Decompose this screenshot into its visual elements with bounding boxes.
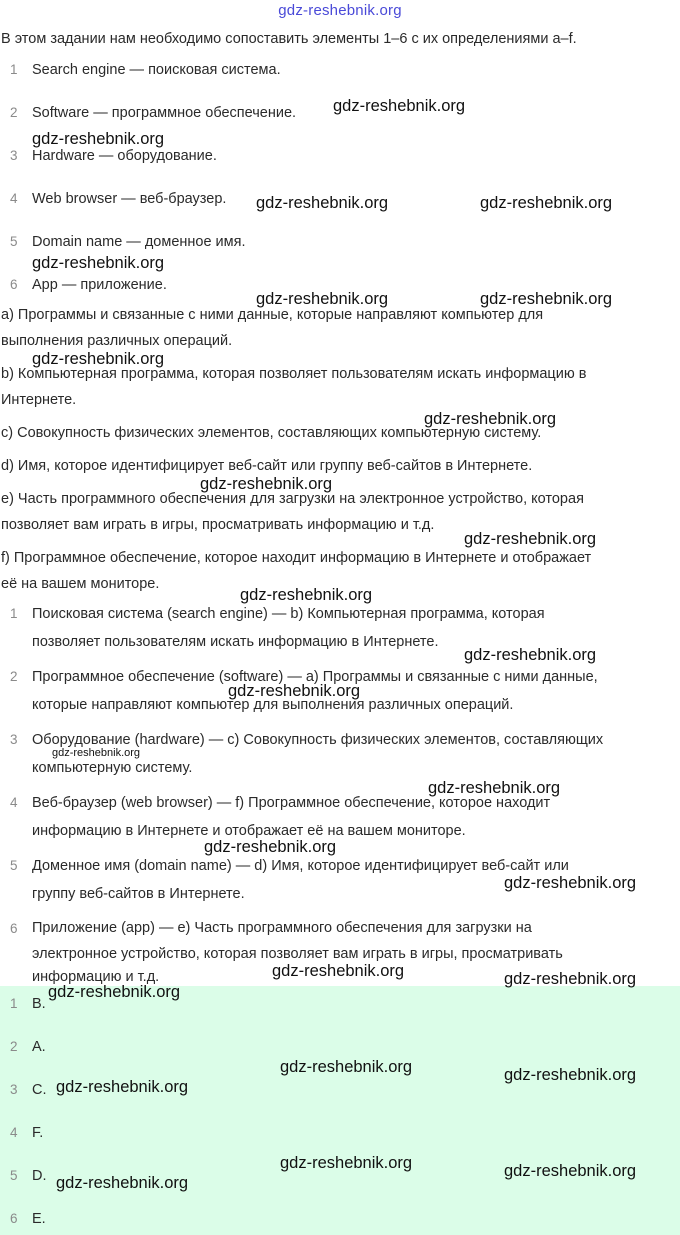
item-number: 6 <box>10 277 18 292</box>
match-line: информацию и т.д. <box>32 969 160 985</box>
definition-line: b) Компьютерная программа, которая позволяет пользователям искать информацию в <box>1 366 587 382</box>
match-line: компьютерную систему. <box>32 760 193 776</box>
item-number: 2 <box>10 1039 18 1054</box>
definition-line: c) Совокупность физических элементов, составляющих компьютерную систему. <box>1 425 542 441</box>
item-number: 3 <box>10 1082 18 1097</box>
definition-c <box>1 420 677 446</box>
match-line: которые направляют компьютер для выполнения различных операций. <box>32 697 514 713</box>
answer-letter: B. <box>32 996 46 1012</box>
item-number: 2 <box>10 669 18 684</box>
item-number: 3 <box>10 732 18 747</box>
item-number: 4 <box>10 795 18 810</box>
term-text: Search engine — поисковая система. <box>32 62 281 78</box>
match-line: электронное устройство, которая позволяет вам играть в игры, просматривать <box>32 946 563 962</box>
watermark: gdz-reshebnik.org <box>464 530 597 548</box>
match-line: позволяет пользователям искать информацию в Интернете. <box>32 634 439 650</box>
term-item <box>10 228 678 256</box>
match-item <box>10 789 678 845</box>
answer-letter: F. <box>32 1125 44 1141</box>
definition-line: выполнения различных операций. <box>1 333 233 349</box>
match-line: информацию в Интернете и отображает её на вашем мониторе. <box>32 823 466 839</box>
watermark: gdz-reshebnik.org <box>504 1162 637 1180</box>
answer-letter: E. <box>32 1211 46 1227</box>
item-number: 1 <box>10 62 18 77</box>
definition-line: f) Программное обеспечение, которое находит информацию в Интернете и отображает <box>1 550 592 566</box>
watermark: gdz-reshebnik.org <box>204 838 337 856</box>
watermark: gdz-reshebnik.org <box>280 1058 413 1076</box>
definition-line: Интернете. <box>1 392 77 408</box>
answer-letter: A. <box>32 1039 46 1055</box>
watermark: gdz-reshebnik.org <box>333 97 466 115</box>
watermark: gdz-reshebnik.org <box>48 983 181 1001</box>
definition-line: e) Часть программного обеспечения для загрузки на электронное устройство, которая <box>1 491 584 507</box>
match-line: Программное обеспечение (software) — a) Программы и связанные с ними данные, <box>32 669 598 685</box>
watermark: gdz-reshebnik.org <box>32 130 165 148</box>
item-number: 5 <box>10 1168 18 1183</box>
term-item <box>10 56 678 84</box>
term-text: App — приложение. <box>32 277 167 293</box>
watermark: gdz-reshebnik.org <box>480 194 613 212</box>
answer-item <box>10 1208 310 1230</box>
watermark: gdz-reshebnik.org <box>480 290 613 308</box>
answer-box <box>0 986 680 1235</box>
match-line: Веб-браузер (web browser) — f) Программное обеспечение, которое находит <box>32 795 551 811</box>
answer-letter: C. <box>32 1082 47 1098</box>
watermark: gdz-reshebnik.org <box>256 290 389 308</box>
item-number: 3 <box>10 148 18 163</box>
watermark: gdz-reshebnik.org <box>464 646 597 664</box>
item-number: 4 <box>10 191 18 206</box>
definition-line: a) Программы и связанные с ними данные, которые направляют компьютер для <box>1 307 544 323</box>
item-number: 6 <box>10 921 18 936</box>
definition-a <box>1 302 677 354</box>
term-text: Domain name — доменное имя. <box>32 234 246 250</box>
watermark: gdz-reshebnik.org <box>56 1078 189 1096</box>
item-number: 1 <box>10 606 18 621</box>
definition-d <box>1 453 677 479</box>
definition-line: её на вашем мониторе. <box>1 576 160 592</box>
watermark: gdz-reshebnik.org <box>240 586 373 604</box>
answer-item <box>10 1122 310 1144</box>
item-number: 5 <box>10 234 18 249</box>
term-text: Hardware — оборудование. <box>32 148 217 164</box>
watermark: gdz-reshebnik.org <box>504 874 637 892</box>
watermark: gdz-reshebnik.org <box>428 779 561 797</box>
item-number: 1 <box>10 996 18 1011</box>
item-number: 5 <box>10 858 18 873</box>
match-line: группу веб-сайтов в Интернете. <box>32 886 245 902</box>
watermark: gdz-reshebnik.org <box>52 747 141 759</box>
site-header-link[interactable]: gdz-reshebnik.org <box>278 2 402 19</box>
definition-line: позволяет вам играть в игры, просматривать информацию и т.д. <box>1 517 435 533</box>
match-line: Поисковая система (search engine) — b) Компьютерная программа, которая <box>32 606 545 622</box>
watermark: gdz-reshebnik.org <box>32 350 165 368</box>
watermark: gdz-reshebnik.org <box>424 410 557 428</box>
item-number: 4 <box>10 1125 18 1140</box>
watermark: gdz-reshebnik.org <box>228 682 361 700</box>
watermark: gdz-reshebnik.org <box>200 475 333 493</box>
watermark: gdz-reshebnik.org <box>280 1154 413 1172</box>
definition-line: d) Имя, которое идентифицирует веб-сайт или группу веб-сайтов в Интернете. <box>1 458 533 474</box>
match-line: Приложение (app) — e) Часть программного обеспечения для загрузки на <box>32 920 532 936</box>
item-number: 2 <box>10 105 18 120</box>
answer-item <box>10 1036 310 1058</box>
watermark: gdz-reshebnik.org <box>256 194 389 212</box>
watermark: gdz-reshebnik.org <box>32 254 165 272</box>
term-text: Software — программное обеспечение. <box>32 105 297 121</box>
watermark: gdz-reshebnik.org <box>56 1174 189 1192</box>
intro-text: В этом задании нам необходимо сопоставить элементы 1–6 с их определениями a–f. <box>1 31 577 47</box>
item-number: 6 <box>10 1211 18 1226</box>
watermark: gdz-reshebnik.org <box>504 970 637 988</box>
watermark: gdz-reshebnik.org <box>504 1066 637 1084</box>
match-line: Оборудование (hardware) — c) Совокупность физических элементов, составляющих <box>32 732 604 748</box>
term-text: Web browser — веб-браузер. <box>32 191 227 207</box>
match-line: Доменное имя (domain name) — d) Имя, которое идентифицирует веб-сайт или <box>32 858 569 874</box>
watermark: gdz-reshebnik.org <box>272 962 405 980</box>
answer-letter: D. <box>32 1168 47 1184</box>
